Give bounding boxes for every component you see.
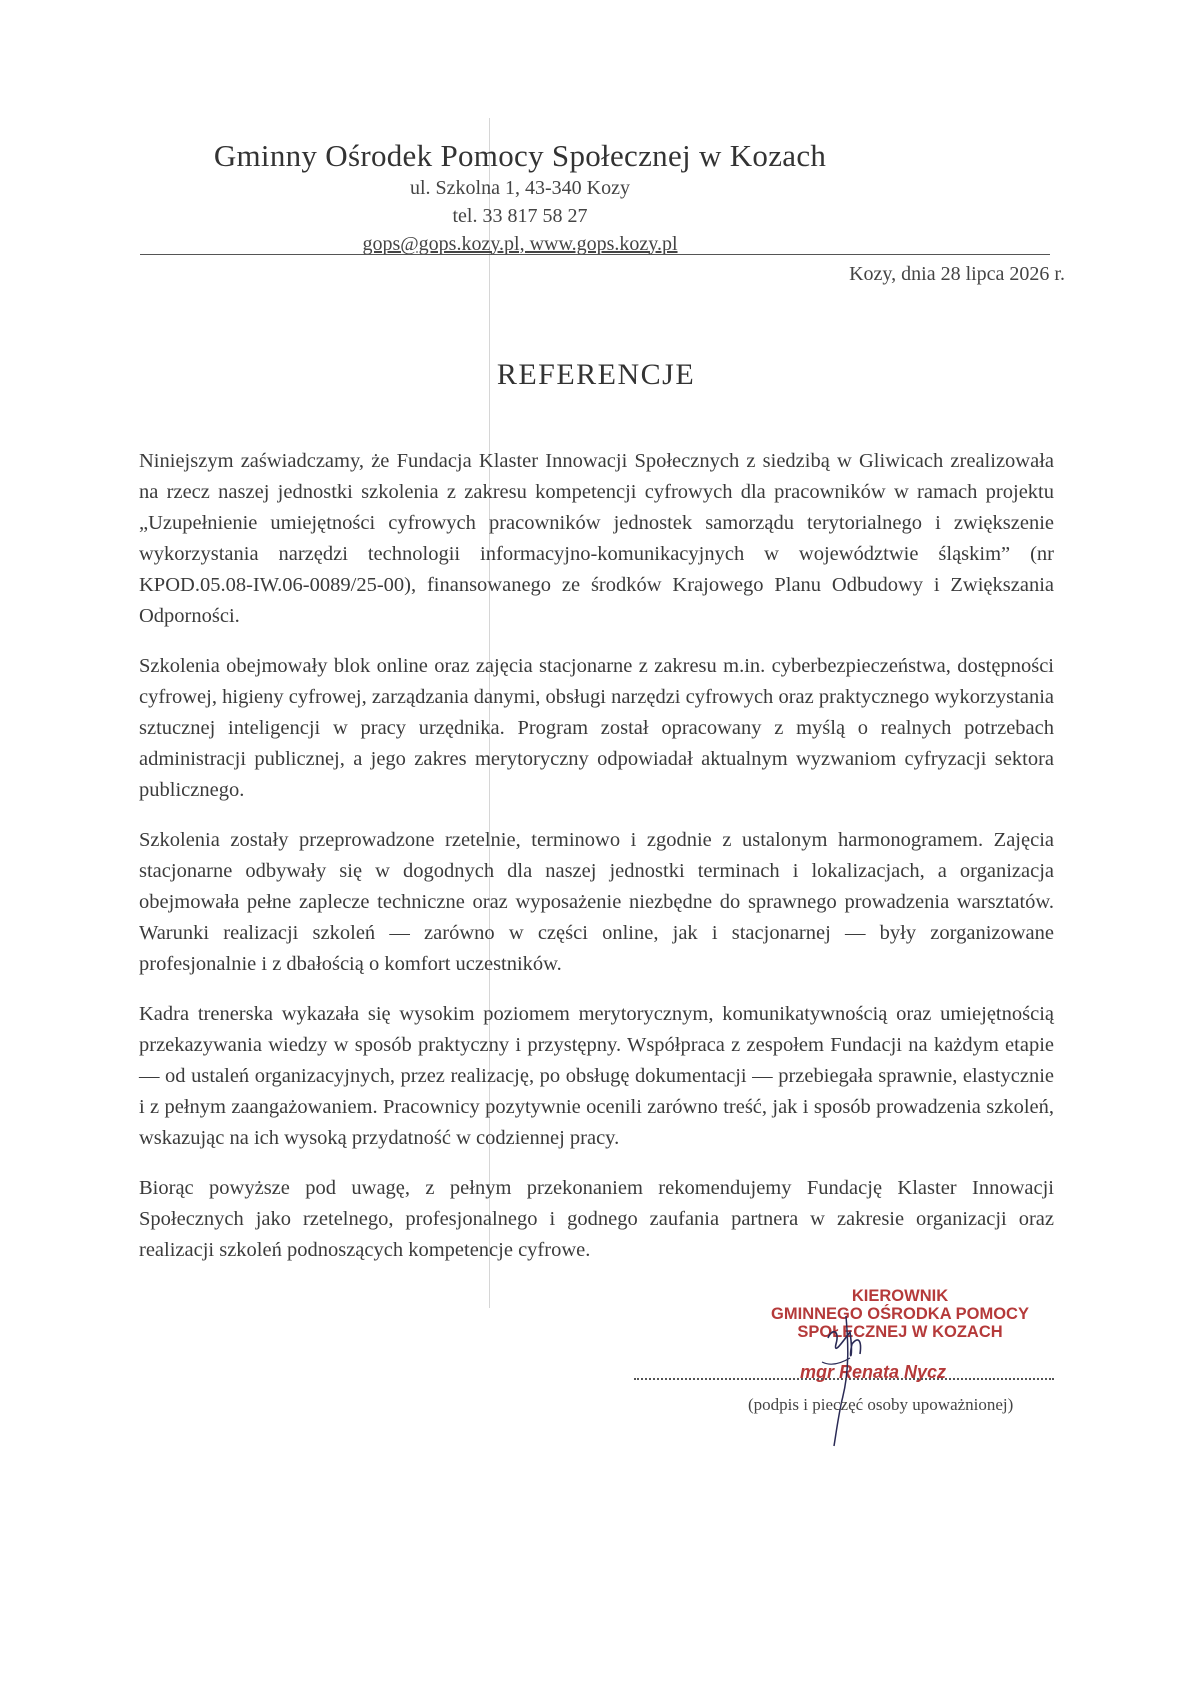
organization-contact: gops@gops.kozy.pl, www.gops.kozy.pl	[362, 232, 678, 255]
document-body	[139, 446, 1054, 1285]
signature-caption: (podpis i pieczęć osoby upoważnionej)	[748, 1395, 1014, 1414]
document-title: REFERENCJE	[496, 358, 696, 391]
stamp-line: KIEROWNIK	[851, 1287, 949, 1305]
organization-address: ul. Szkolna 1, 43-340 Kozy	[410, 176, 630, 199]
paragraph: Szkolenia zostały przeprowadzone rzetelnie, terminowo i zgodnie z ustalonym harmonogramem. Zajęcia stacjonarne odbywały się w dogodnych dla naszej jednostki terminach i lokalizacjach, a organizacja obejmowała pełne zaplecze techniczne oraz wyposażenie niezbędne do sprawnego prowadzenia warsztatów. Warunki realizacji szkoleń — zarówno w części online, jak i stacjonarnej — były zorganizowane profesjonalnie i z dbałością o komfort uczestników.	[139, 829, 1054, 975]
paragraph: Niniejszym zaświadczamy, że Fundacja Klaster Innowacji Społecznych z siedzibą w Gliwicach zrealizowała na rzecz naszej jednostki szkolenia z zakresu kompetencji cyfrowych dla pracowników w ramach projektu „Uzupełnienie umiejętności cyfrowych pracowników jednostek samorządu terytorialnego i zwiększenie wykorzystania narzędzi technologii informacyjno-komunikacyjnych w województwie śląskim” (nr KPOD.05.08-IW.06-0089/25-00), finansowanego ze środków Krajowego Planu Odbudowy i Zwiększania Odporności.	[139, 450, 1054, 627]
letterhead	[140, 138, 900, 258]
stamp-line: GMINNEGO OŚRODKA POMOCY	[771, 1305, 1029, 1323]
document-date: Kozy, dnia 28 lipca 2026 r.	[849, 263, 1065, 285]
organization-phone: tel. 33 817 58 27	[452, 204, 588, 227]
handwritten-signature	[800, 1300, 930, 1450]
paragraph: Kadra trenerska wykazała się wysokim poziomem merytorycznym, komunikatywnością oraz umiejętnością przekazywania wiedzy w sposób praktyczny i przystępny. Współpraca z zespołem Fundacji na każdym etapie — od ustaleń organizacyjnych, przez realizację, po obsługę dokumentacji — przebiegała sprawnie, elastycznie i z pełnym zaangażowaniem. Pracownicy pozytywnie ocenili zarówno treść, jak i sposób prowadzenia szkoleń, wskazując na ich wysoką przydatność w codziennej pracy.	[139, 1003, 1054, 1149]
signature-dotted-line	[634, 1378, 1054, 1380]
paragraph: Biorąc powyższe pod uwagę, z pełnym przekonaniem rekomendujemy Fundację Klaster Innowacji Społecznych jako rzetelnego, profesjonalnego i godnego zaufania partnera w zakresie organizacji oraz realizacji szkoleń podnoszących kompetencje cyfrowe.	[139, 1177, 1054, 1261]
letterhead-divider	[140, 254, 1050, 255]
paragraph: Szkolenia obejmowały blok online oraz zajęcia stacjonarne z zakresu m.in. cyberbezpieczeństwa, dostępności cyfrowej, higieny cyfrowej, zarządzania danymi, obsługi narzędzi cyfrowych oraz praktycznego wykorzystania sztucznej inteligencji w pracy urzędnika. Program został opracowany z myślą o realnych potrzebach administracji publicznej, a jego zakres merytoryczny odpowiadał aktualnym wyzwaniom cyfryzacji sektora publicznego.	[139, 655, 1054, 801]
stamp-signatory-name: mgr Renata Nycz	[800, 1362, 947, 1382]
organization-name: Gminny Ośrodek Pomocy Społecznej w Kozach	[213, 138, 827, 173]
stamp-line: SPOŁECZNEJ W KOZACH	[797, 1323, 1003, 1341]
